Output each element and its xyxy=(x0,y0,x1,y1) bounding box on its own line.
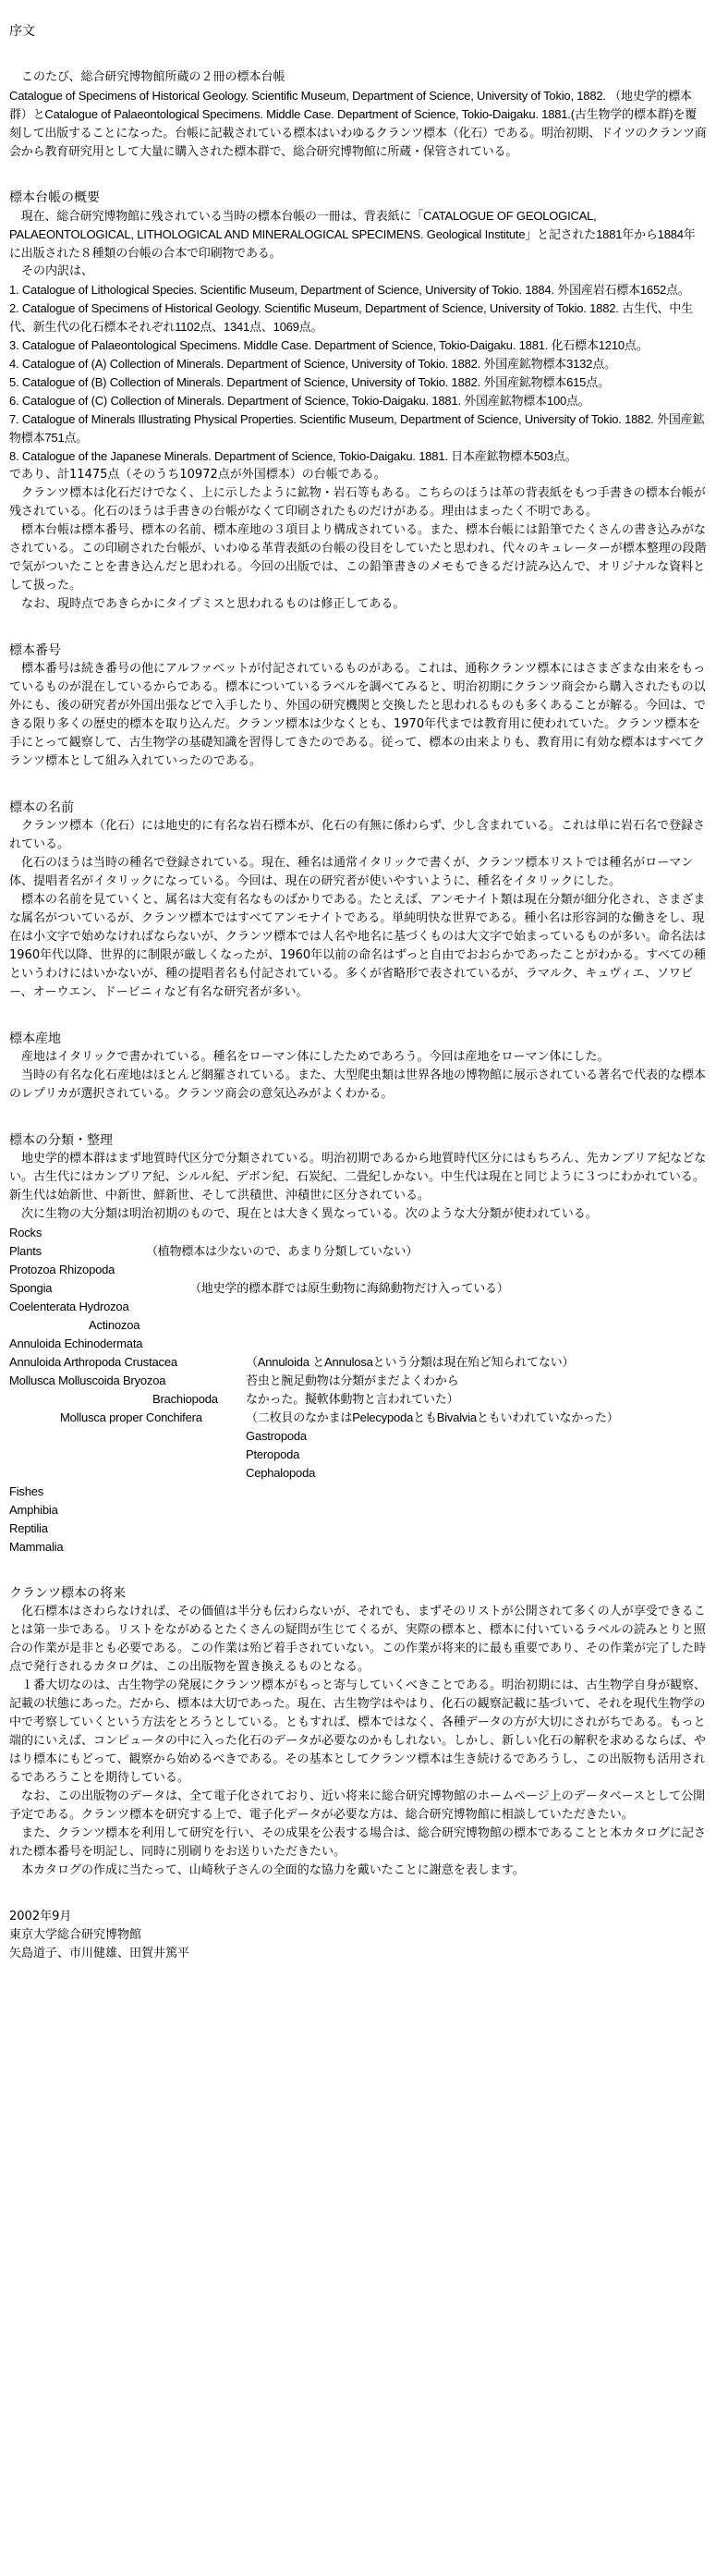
classification-note: （植物標本は少ないので、あまり分類していない） xyxy=(146,1244,419,1258)
catalogue-item: 7. Catalogue of Minerals Illustrating Physical Properties. Scientific Museum, Department of Science, University of Tokio. 1882. 外国産鉱物標本751点。 xyxy=(9,412,705,445)
classification-group: Mollusca Molluscoida Bryozoa xyxy=(9,1373,166,1387)
classification-group: Rocks xyxy=(9,1226,42,1239)
classification-note: （地史学的標本群では原生動物に海綿動物だけ入っている） xyxy=(189,1281,509,1295)
future-paragraph-1: 化石標本はさわらなければ、その価値は半分も伝わらないが、それでも、まずそのリストが公開されて多くの人が享受できることは第一歩である。リストをながめるとたくさんの疑問が生じてくるが、実際の標本と、標本に付いているラベルの読みとりと照合の作業が是非とも必要である。この作業は殆ど着手されていない。この作業が将来的に最も重要であり、その作業が完了した時点で発行されるカタログは、この出版物を置き換えるものとなる。 xyxy=(9,1605,707,1674)
classification-row xyxy=(9,1298,707,1316)
catalogue-item: 2. Catalogue of Specimens of Historical Geology. Scientific Museum, Department of Science, University of Tokio. 1882. 古生代、中生代、新生代の化石標本それぞれ1102点、1341点、1069点。 xyxy=(9,301,693,334)
signature-organization: 東京大学総合研究博物館 xyxy=(9,1928,142,1942)
classification-row xyxy=(9,1427,707,1446)
catalogue-item: 8. Catalogue of the Japanese Minerals. Department of Science, Tokio-Daigaku. 1881. 日本産鉱物標本503点。 xyxy=(9,449,577,463)
signature-authors: 矢島道子、市川健雄、田賀井篤平 xyxy=(9,1947,190,1960)
names-paragraph-1: クランツ標本（化石）には地史的に有名な岩石標本が、化石の有無に係わらず、少し含まれている。これは単に岩石名で登録されている。 xyxy=(9,819,705,851)
catalogue-item: 5. Catalogue of (B) Collection of Minerals. Department of Science, University of Tokio. 1882. 外国産鉱物標本615点。 xyxy=(9,375,610,389)
classification-paragraph-1: 地史学的標本群はまず地質時代区分で分類されている。明治初期であるから地質時代区分にはもちろん、先カンブリア紀などない。古生代にはカンブリア紀、シルル紀、デボン紀、石炭紀、二畳紀しかない。中生代は現在と同じように３つにわかれている。新生代は始新世、中新世、鮮新世、そして洪積世、沖積世に区分されている。 xyxy=(9,1152,707,1203)
classification-row xyxy=(9,1224,707,1242)
future-paragraph-4: また、クランツ標本を利用して研究を行い、その成果を公表する場合は、総合研究博物館の標本であることと本カタログに記された標本番号を明記し、同時に別刷りをお送りいただきたい。 xyxy=(9,1826,707,1859)
names-section xyxy=(9,799,707,1002)
intro-paragraph-1: このたび、総合研究博物館所蔵の２冊の標本台帳 xyxy=(9,70,285,84)
classification-group: Annuloida Echinodermata xyxy=(9,1337,143,1350)
intro-section xyxy=(9,68,707,161)
intro-paragraph-2: Catalogue of Specimens of Historical Geology. Scientific Museum, Department of Science, University of Tokio, 1882. （地史学的標本群）とCatalogue of Palaeontological Specimens. Middle Case. Department of Science, Tokio-Daigaku. 1881.(古生物学的標本群)を覆刻して出版することになった。台帳に記載されている標本はいわゆるクランツ標本（化石）である。明治初期、ドイツのクランツ商会から教育研究用として大量に購入された標本群で、総合研究博物館に所蔵・保管されている。 xyxy=(9,89,707,158)
section-heading-names: 標本の名前 xyxy=(9,800,74,815)
classification-note: （二枚貝のなかまはPelecypodaともBivalviaともいわれていなかった） xyxy=(246,1410,619,1424)
classification-group: Amphibia xyxy=(9,1503,58,1517)
classification-row xyxy=(9,1464,707,1483)
future-section xyxy=(9,1584,707,1880)
names-paragraph-2: 化石のほうは当時の種名で登録されている。現在、種名は通常イタリックで書くが、クランツ標本リストでは種名がローマン体、提唱者名がイタリックになっている。今回は、現在の研究者が使いやすいように、種名をイタリックにした。 xyxy=(9,856,694,888)
section-heading-classification: 標本の分類・整理 xyxy=(9,1133,113,1148)
classification-paragraph-2: 次に生物の大分類は明治初期のもので、現在とは大きく異なっている。次のような大分類が使われている。 xyxy=(9,1207,598,1221)
future-paragraph-3: なお、この出版物のデータは、全て電子化されており、近い将来に総合研究博物館のホームページ上のデータベースとして公開予定である。クランツ標本を研究する上で、電子化データが必要な方は、総合研究博物館に相談していただきたい。 xyxy=(9,1789,706,1822)
classification-row xyxy=(9,1520,707,1538)
classification-row xyxy=(9,1390,707,1409)
section-heading-locality: 標本産地 xyxy=(9,1032,61,1046)
classification-group: Mollusca proper Conchifera xyxy=(60,1410,202,1424)
ledger-section xyxy=(9,189,707,614)
ledger-paragraph-1: 現在、総合研究博物館に残されている当時の標本台帳の一冊は、背表紙に「CATALOGUE OF GEOLOGICAL, PALAEONTOLOGICAL, LITHOLOGICAL AND MINERALOGICAL SPECIMENS. Geological Institute」と記された1881年から1884年に出版された８種類の台帳の合本で印刷物である。 xyxy=(9,209,696,260)
classification-row xyxy=(9,1538,707,1557)
classification-group: Spongia xyxy=(9,1281,53,1295)
section-heading-ledger: 標本台帳の概要 xyxy=(9,190,100,205)
classification-section xyxy=(9,1131,707,1557)
classification-row xyxy=(9,1501,707,1520)
classification-row xyxy=(9,1316,707,1335)
catalogue-item: 1. Catalogue of Lithological Species. Scientific Museum, Department of Science, University of Tokio. 1884. 外国産岩石標本1652点。 xyxy=(9,283,690,297)
classification-group: Protozoa Rhizopoda xyxy=(9,1263,115,1276)
catalogue-item: 3. Catalogue of Palaeontological Specimens. Middle Case. Department of Science, Tokio-Daigaku. 1881. 化石標本1210点。 xyxy=(9,338,649,352)
classification-group: Actinozoa xyxy=(89,1318,140,1332)
numbers-paragraph-1: 標本番号は続き番号の他にアルファベットが付記されているものがある。これは、通称クランツ標本にはさまざまな由来をもっているものが混在しているからである。標本についているラベルを調べてみると、明治初期にクランツ商会から購入されたもの以外にも、後の研究者が外国出張などで入手したり、外国の研究機関と交換したと思われるものも多くあることが解る。今回は、できる限り多くの歴史的標本を取り込んだ。クランツ標本は少なくとも、1970年代までは教育用に使われていた。クランツ標本を手にとって観察して、古生物学の基礎知識を習得してきたのである。従って、標本の由来よりも、教育用に有効な標本はすべてクランツ標本として組み入れていったのである。 xyxy=(9,662,707,768)
classification-row xyxy=(9,1409,707,1427)
future-paragraph-5: 本カタログの作成に当たって、山崎秋子さんの全面的な協力を戴いたことに謝意を表します。 xyxy=(9,1863,525,1877)
ledger-paragraph-5: 標本台帳は標本番号、標本の名前、標本産地の３項目より構成されている。また、標本台帳には鉛筆でたくさんの書き込みがなされている。この印刷された台帳が、いわゆる革背表紙の台帳の役目をしていたと思われ、代々のキュレーターが標本整理の段階で気がついたことを書き込んだと思われる。今回の出版では、この鉛筆書きのメモもできるだけ読み込んで、オリジナルな資料として扱った。 xyxy=(9,523,707,592)
classification-row xyxy=(9,1242,707,1261)
catalogue-item: 6. Catalogue of (C) Collection of Minerals. Department of Science, Tokio-Daigaku. 1881. 外国産鉱物標本100点。 xyxy=(9,394,590,408)
classification-list xyxy=(9,1224,707,1557)
ledger-paragraph-6: なお、現時点であきらかにタイプミスと思われるものは修正してある。 xyxy=(9,597,406,611)
classification-row xyxy=(9,1261,707,1279)
classification-row xyxy=(9,1335,707,1353)
section-heading-numbers: 標本番号 xyxy=(9,643,61,658)
classification-group: Fishes xyxy=(9,1484,44,1498)
numbers-section xyxy=(9,641,707,771)
classification-note: なかった。擬軟体動物と言われていた） xyxy=(246,1392,459,1406)
classification-row xyxy=(9,1446,707,1464)
locality-section xyxy=(9,1030,707,1104)
locality-paragraph-2: 当時の有名な化石産地はほとんど網羅されている。また、大型爬虫類は世界各地の博物館に展示されている著名で代表的な標本のレプリカが選択されている。クランツ商会の意気込みがよくわかる。 xyxy=(9,1068,707,1101)
classification-group: Mammalia xyxy=(9,1540,64,1554)
classification-row xyxy=(9,1483,707,1501)
future-paragraph-2: １番大切なのは、古生物学の発展にクランツ標本がもっと寄与していくべきことである。明治初期には、古生物学自身が観察、記載の状態にあった。だから、標本は大切であった。現在、古生物学はやはり、化石の観察記載に基づいて、それを現代生物学の中で考察していくという方法をとろうとしている。ともすれば、標本ではなく、各種データの方が大切にされがちである。もっと端的にいえば、コンピュータの中に入った化石のデータが必要なのかもしれない。しかし、新しい化石の解釈を求めるならば、やはり標本にもどって、観察から始めるべきである。その基本としてクランツ標本は生き続けるであろうし、この出版物も活用されるであろうことを期待している。 xyxy=(9,1679,707,1785)
classification-subgroup: Cephalopoda xyxy=(246,1466,316,1480)
classification-note: （Annuloida とAnnulosaという分類は現在殆ど知られてない） xyxy=(246,1355,575,1369)
classification-note: 苔虫と腕足動物は分類がまだよくわから xyxy=(246,1373,459,1387)
names-paragraph-3: 標本の名前を見ていくと、属名は大変有名なものばかりである。たとえば、アンモナイト類は現在分類が細分化され、さまざまな属名がついているが、クランツ標本ではすべてアンモナイトである。単純明快な世界である。種小名は形容詞的な働きをし、現在は小文字で始めなければならないが、クランツ標本では人名や地名に基づくものは大文字で始まっているものが多い。命名法は1960年代以降、世界的に制限が厳しくなったが、1960年以前の命名はずっと自由でおおらかであったことがわかる。すべての種というわけにはいかないが、種の提唱者名も付記されている。多くが省略形で表されているが、ラマルク、キュヴィエ、ソワビー、オーウエン、ドービニィなど有名な研究者が多い。 xyxy=(9,893,707,999)
classification-group: Reptilia xyxy=(9,1521,48,1535)
classification-row xyxy=(9,1279,707,1298)
signature xyxy=(9,1908,707,1963)
classification-subgroup: Gastropoda xyxy=(246,1429,307,1443)
classification-subgroup: Pteropoda xyxy=(246,1447,300,1461)
page-title: 序文 xyxy=(9,24,35,39)
classification-group: Plants xyxy=(9,1244,42,1258)
classification-group: Brachiopoda xyxy=(152,1392,218,1406)
ledger-paragraph-2: その内訳は、 xyxy=(9,264,94,278)
catalogue-item: 4. Catalogue of (A) Collection of Minerals. Department of Science, University of Tokio. 1882. 外国産鉱物標本3132点。 xyxy=(9,357,616,371)
signature-date: 2002年9月 xyxy=(9,1910,72,1923)
classification-row xyxy=(9,1353,707,1372)
classification-group: Annuloida Arthropoda Crustacea xyxy=(9,1355,177,1369)
locality-paragraph-1: 産地はイタリックで書かれている。種名をローマン体にしたためであろう。今回は産地をローマン体にした。 xyxy=(9,1050,610,1064)
classification-group: Coelenterata Hydrozoa xyxy=(9,1300,129,1313)
section-heading-future: クランツ標本の将来 xyxy=(9,1586,126,1601)
ledger-paragraph-4: クランツ標本は化石だけでなく、上に示したように鉱物・岩石等もある。こちらのほうは革の背表紙をもつ手書きの標本台帳が残されている。化石のほうは手書きの台帳がなくて印刷されたものだけがある。理由はまったく不明である。 xyxy=(9,486,706,519)
classification-row xyxy=(9,1372,707,1390)
ledger-paragraph-3: であり、計11475点（そのうち10972点が外国標本）の台帳である。 xyxy=(9,468,386,482)
